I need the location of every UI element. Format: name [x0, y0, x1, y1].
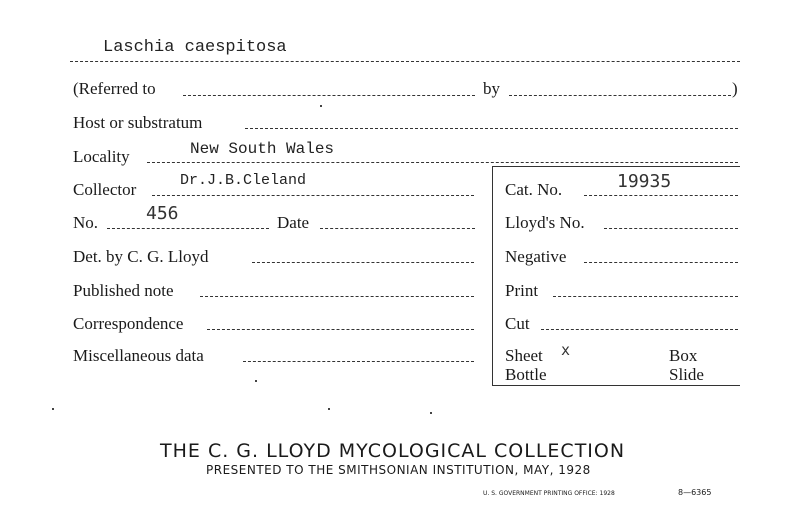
referred-to-line — [183, 95, 475, 96]
box-top-border — [492, 166, 740, 167]
by-line — [509, 95, 731, 96]
locality-line — [147, 162, 738, 163]
close-paren: ) — [732, 79, 738, 98]
lloyds-no-line — [604, 228, 738, 229]
print-label: Print — [505, 281, 539, 300]
no-line — [107, 228, 269, 229]
referred-to-label: (Referred to — [73, 79, 156, 98]
collection-subtitle: PRESENTED TO THE SMITHSONIAN INSTITUTION, MAY, 1928 — [206, 463, 591, 477]
host-label: Host or substratum — [73, 113, 203, 132]
cut-label: Cut — [505, 314, 530, 333]
collector-label: Collector — [73, 180, 137, 199]
collector-value: Dr.J.B.Cleland — [180, 172, 307, 189]
det-by-line — [252, 262, 474, 263]
box-bottom-border — [492, 385, 740, 386]
correspondence-line — [207, 329, 474, 330]
cut-line — [541, 329, 738, 330]
speck — [320, 105, 322, 107]
box-label: Box — [669, 346, 698, 365]
locality-label: Locality — [73, 147, 130, 166]
print-line — [553, 296, 738, 297]
sheet-mark: x — [561, 341, 571, 359]
speck — [430, 412, 432, 414]
no-label: No. — [73, 213, 99, 232]
printing-office-note: U. S. GOVERNMENT PRINTING OFFICE: 1928 — [483, 490, 615, 497]
date-label: Date — [277, 213, 310, 232]
cat-no-value: 19935 — [617, 171, 672, 192]
collection-title: THE C. G. LLOYD MYCOLOGICAL COLLECTION — [160, 440, 626, 462]
host-line — [245, 128, 738, 129]
speck — [328, 408, 330, 410]
species-line — [70, 61, 740, 62]
collector-line — [152, 195, 474, 196]
misc-data-line — [243, 361, 474, 362]
by-label: by — [483, 79, 500, 98]
cat-no-line — [584, 195, 738, 196]
published-note-label: Published note — [73, 281, 174, 300]
correspondence-label: Correspondence — [73, 314, 184, 333]
slide-label: Slide — [669, 365, 704, 384]
species-name: Laschia caespitosa — [103, 38, 287, 57]
sheet-label: Sheet — [505, 346, 543, 365]
published-note-line — [200, 296, 474, 297]
locality-value: New South Wales — [190, 140, 335, 158]
negative-line — [584, 262, 738, 263]
speck — [255, 380, 257, 382]
form-number: 8—6365 — [678, 488, 712, 497]
no-value: 456 — [146, 203, 179, 224]
cat-no-label: Cat. No. — [505, 180, 563, 199]
lloyds-no-label: Lloyd's No. — [505, 213, 585, 232]
negative-label: Negative — [505, 247, 567, 266]
misc-data-label: Miscellaneous data — [73, 346, 204, 365]
speck — [52, 408, 54, 410]
box-left-border — [492, 166, 493, 386]
date-line — [320, 228, 475, 229]
det-by-label: Det. by C. G. Lloyd — [73, 247, 209, 266]
bottle-label: Bottle — [505, 365, 547, 384]
